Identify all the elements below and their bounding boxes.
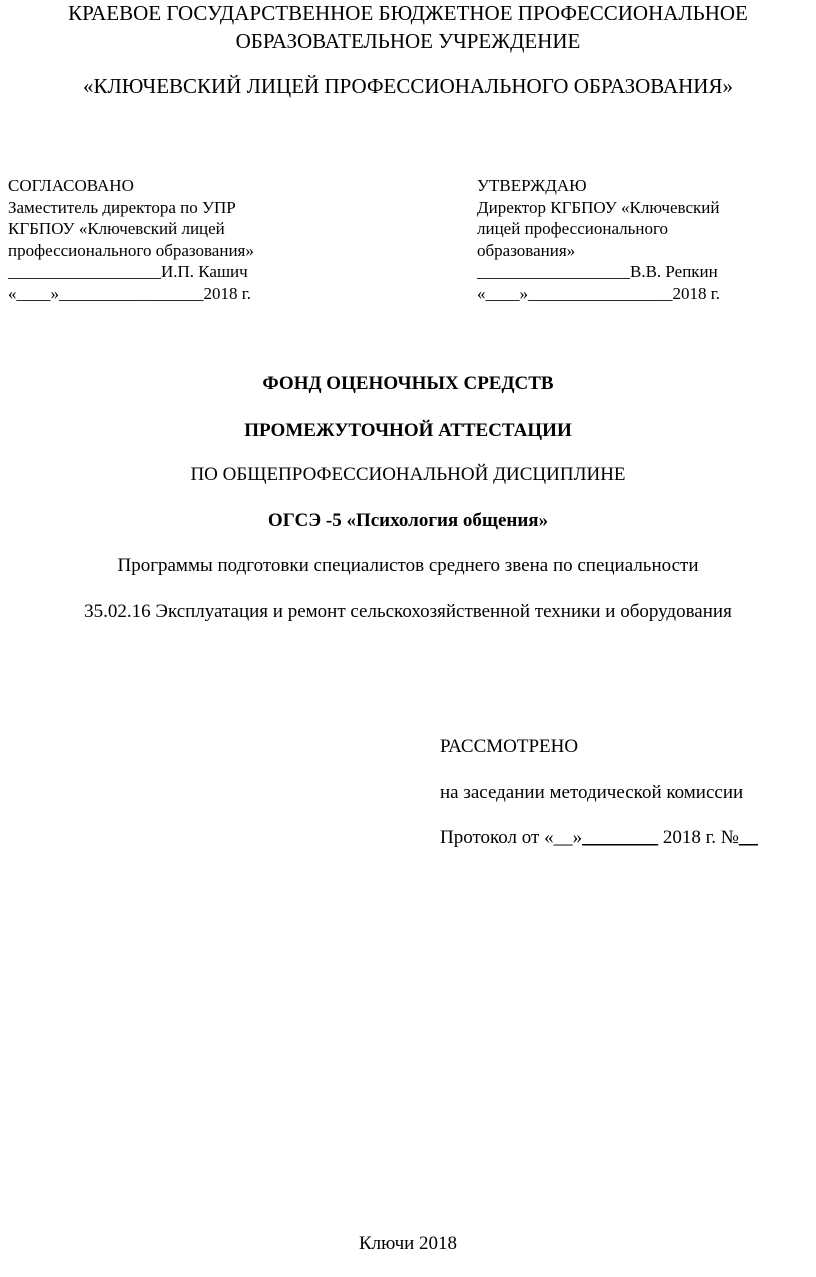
specialty-line: 35.02.16 Эксплуатация и ремонт сельскохозяйственной техники и оборудования	[84, 601, 732, 622]
protocol-date-blank: ________	[582, 827, 659, 848]
discipline-name: ОГСЭ -5 «Психология общения»	[267, 510, 549, 531]
program-description: Программы подготовки специалистов среднего звена по специальности	[117, 555, 699, 576]
protocol-number-blank: __	[738, 827, 758, 848]
approved-block	[477, 175, 720, 304]
reviewed-meeting: на заседании методической комиссии	[440, 782, 744, 803]
discipline-type: ПО ОБЩЕПРОФЕССИОНАЛЬНОЙ ДИСЦИПЛИНЕ	[190, 464, 626, 485]
approved-signature: __________________В.В. Репкин	[477, 262, 718, 281]
institution-name: «КЛЮЧЕВСКИЙ ЛИЦЕЙ ПРОФЕССИОНАЛЬНОГО ОБРАЗОВАНИЯ»	[83, 74, 733, 98]
protocol-year: 2018 г. №	[658, 827, 739, 848]
institution-line-1: КРАЕВОЕ ГОСУДАРСТВЕННОЕ БЮДЖЕТНОЕ ПРОФЕССИОНАЛЬНОЕ	[68, 1, 748, 25]
approved-position: Директор КГБПОУ «Ключевский	[477, 197, 720, 217]
document-title-line-2: ПРОМЕЖУТОЧНОЙ АТТЕСТАЦИИ	[244, 420, 572, 441]
agreed-organization: КГБПОУ «Ключевский лицей	[8, 219, 225, 238]
approved-date: «____»_________________2018 г.	[477, 283, 721, 303]
agreed-block	[8, 175, 254, 304]
footer-place-year: Ключи 2018	[358, 1233, 458, 1254]
reviewed-heading: РАССМОТРЕНО	[440, 736, 579, 757]
agreed-position: Заместитель директора по УПР	[8, 197, 236, 217]
document-title-line-1: ФОНД ОЦЕНОЧНЫХ СРЕДСТВ	[262, 373, 554, 394]
institution-line-2: ОБРАЗОВАТЕЛЬНОЕ УЧРЕЖДЕНИЕ	[235, 29, 581, 53]
agreed-heading: СОГЛАСОВАНО	[8, 176, 134, 195]
agreed-date: «____»_________________2018 г.	[8, 283, 252, 303]
reviewed-protocol	[440, 827, 758, 849]
protocol-prefix: Протокол от «__»	[440, 827, 583, 848]
agreed-organization-cont: профессионального образования»	[8, 240, 254, 260]
approved-organization: лицей профессионального	[477, 219, 669, 238]
approved-heading: УТВЕРЖДАЮ	[477, 176, 587, 195]
approved-organization-cont: образования»	[477, 240, 576, 260]
agreed-signature: __________________И.П. Кашич	[8, 262, 248, 281]
